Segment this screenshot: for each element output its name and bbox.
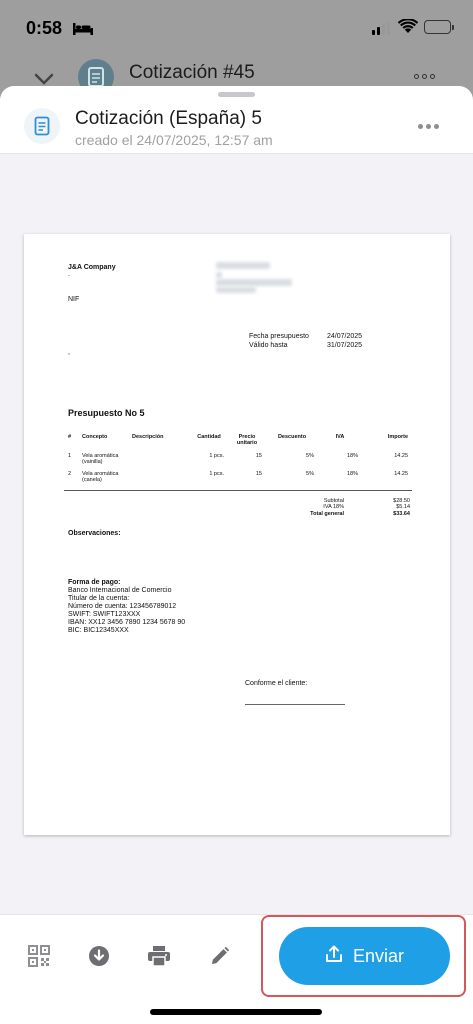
column-header: IVA: [335, 434, 345, 440]
status-bar: [0, 0, 473, 56]
more-icon: [414, 74, 435, 79]
sheet-subtitle: creado el 24/07/2025, 12:57 am: [75, 132, 273, 148]
quote-meta: [249, 332, 362, 350]
nif-label: NIF: [68, 296, 80, 303]
sheet-grabber[interactable]: [218, 92, 255, 97]
quote-title: Presupuesto No 5: [68, 408, 145, 418]
payment-line: Titular de la cuenta:: [68, 595, 130, 602]
qr-code-icon[interactable]: [26, 943, 52, 969]
cell: 1: [68, 453, 72, 459]
cell: [128, 468, 190, 486]
cell: Vela aromática (canela): [82, 471, 119, 483]
cell: 1 pcs.: [209, 471, 224, 477]
table-row: [64, 468, 412, 486]
totals-label: Total general: [310, 510, 344, 517]
cell: 2: [68, 471, 72, 477]
cell: 5%: [306, 453, 314, 459]
cell: 5%: [306, 471, 314, 477]
meta-row: [249, 341, 362, 350]
cell: 15: [255, 471, 262, 477]
payment-line: IBAN: XX12 3456 7890 1234 5678 90: [68, 619, 186, 626]
meta-row: [249, 332, 362, 341]
payment-line: BIC: BIC12345XXX: [68, 627, 129, 634]
bottom-toolbar: [0, 914, 473, 1024]
column-header: Descuento: [277, 434, 307, 440]
signature-line: [245, 704, 345, 705]
payment-line: Número de cuenta: 123456789012: [68, 603, 177, 610]
redacted-block: [216, 262, 270, 269]
table-header-row: [64, 433, 412, 450]
meta-label: Válido hasta: [249, 342, 288, 349]
column-header: #: [68, 434, 72, 440]
redacted-block: [216, 287, 256, 293]
payment-heading: Forma de pago:: [68, 579, 121, 586]
share-icon: [325, 945, 343, 968]
table-divider: [64, 490, 412, 491]
parent-title: Cotización #45: [129, 62, 255, 83]
meta-label: Fecha presupuesto: [249, 333, 309, 340]
totals-value: $33.64: [393, 510, 410, 517]
client-approval-label: Conforme el cliente:: [245, 680, 308, 687]
print-icon[interactable]: [146, 943, 172, 969]
company-name: J&A Company: [68, 264, 116, 271]
observations-label: Observaciones:: [68, 530, 121, 537]
company-line: .: [68, 271, 70, 278]
status-time: 0:58: [26, 18, 63, 38]
totals-block: [274, 498, 410, 517]
payment-info: [68, 579, 185, 635]
totals-value: $28.50: [393, 498, 410, 504]
document-page: [24, 234, 450, 835]
cellular-signal-icon: [372, 21, 390, 35]
battery-icon: [424, 20, 451, 34]
cell: 15: [255, 453, 262, 459]
more-options-icon[interactable]: [418, 124, 439, 129]
redacted-block: [216, 279, 292, 286]
cell: 14.25: [394, 471, 408, 477]
document-icon: [24, 108, 60, 144]
column-header: Cantidad: [197, 434, 221, 440]
wifi-icon: [398, 19, 418, 39]
cell: Vela aromática (vainilla): [82, 453, 119, 465]
cell: 18%: [346, 471, 358, 477]
column-header: Importe: [387, 434, 408, 440]
send-button[interactable]: [279, 927, 450, 985]
download-icon[interactable]: [86, 943, 112, 969]
items-table: [64, 433, 412, 486]
edit-icon[interactable]: [207, 943, 233, 969]
column-header: Concepto: [82, 434, 108, 440]
table-row: [64, 450, 412, 468]
totals-label: IVA 18%: [323, 504, 344, 511]
cell: 18%: [346, 453, 358, 459]
sheet-title: Cotización (España) 5: [75, 108, 262, 129]
payment-line: SWIFT: SWIFT123XXX: [68, 611, 141, 618]
payment-line: Banco Internacional de Comercio: [68, 587, 172, 594]
totals-row: [274, 511, 410, 517]
meta-value: 24/07/2025: [327, 333, 363, 340]
send-button-label: Enviar: [352, 945, 405, 966]
column-header: Descripción: [132, 434, 164, 440]
column-header: Precio unitario: [236, 434, 258, 446]
cell: 14.25: [394, 453, 408, 459]
totals-value: $5.14: [396, 504, 410, 511]
cell: [128, 450, 190, 468]
sleep-mode-icon: [73, 22, 93, 40]
sheet-header: [0, 100, 473, 154]
home-indicator: [150, 1009, 322, 1015]
meta-value: 31/07/2025: [327, 342, 363, 349]
cell: 1 pcs.: [209, 453, 224, 459]
totals-label: Subtotal: [323, 498, 344, 504]
document-sheet: [0, 86, 473, 1024]
redacted-block: [216, 272, 222, 278]
address-line: ,: [68, 349, 70, 356]
